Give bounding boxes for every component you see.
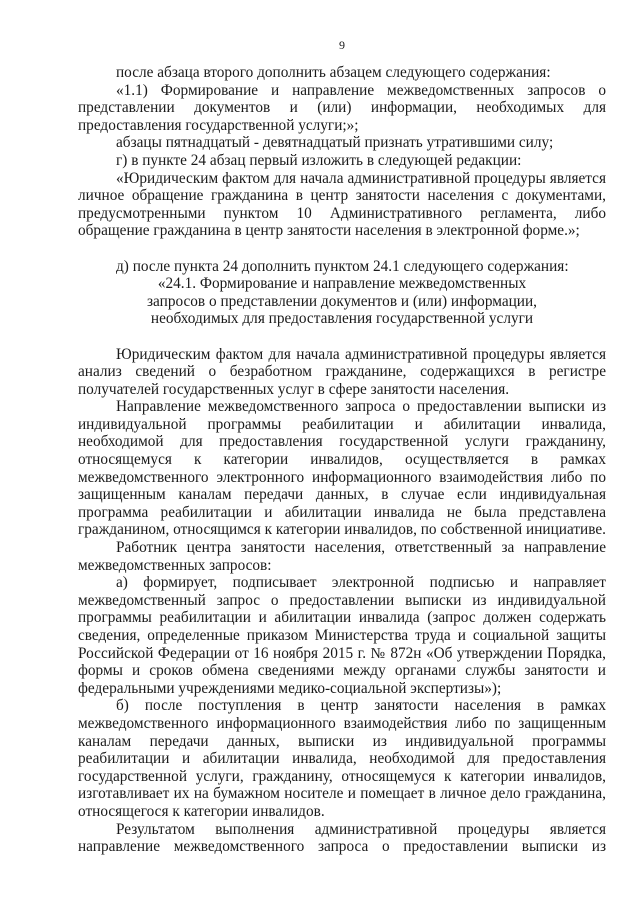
paragraph-abzacy-void: абзацы пятнадцатый - девятнадцатый признать утратившими силу; (116, 134, 554, 152)
paragraph-result: Результатом выполнения административной процедуры является направление межведомственного запроса о предоставлении выписки из (78, 820, 606, 856)
paragraph-item-a: а) формирует, подписывает электронной подписью и направляет межведомственный запрос о предоставлении выписки из индивидуальной программы реабилитации и абилитации инвалида (запрос должен содержать сведения, определенные приказом Министерства труда и социальной защиты Российской Федерации от 16 ноября 2015 г. № 872н «Об утверждении Порядка, формы и сроков обмена сведениями между органами службы занятости и федеральными учреждениями медико-социальной экспертизы»); (78, 574, 606, 697)
section-heading-line-1: «24.1. Формирование и направление межведомственных (157, 275, 527, 293)
paragraph-d-punkt-24-1: д) после пункта 24 дополнить пунктом 24.1 следующего содержания: (116, 257, 569, 275)
paragraph-request-direction: Направление межведомственного запроса о предоставлении выписки из индивидуальной программы реабилитации и абилитации инвалида, необходимой для предоставления государственной услуги гражданину, относящемуся к категории инвалидов, осуществляется в рамках межведомственного электронного информационного взаимодействия либо по защищенным каналам передачи данных, в случае если индивидуальная программа реабилитации и абилитации инвалида не была представлена гражданином, относящимся к категории инвалидов, по собственной инициативе. (78, 398, 606, 539)
page-number: 9 (339, 38, 345, 52)
section-heading-line-2: запросов о представлении документов и (или) информации, (147, 292, 537, 310)
document-body (78, 64, 606, 856)
spacer (78, 240, 606, 258)
paragraph-item-1-1: «1.1) Формирование и направление межведомственных запросов о представлении документов и (или) информации, необходимых для предоставления государственной услуги;»; (78, 81, 606, 134)
paragraph-after-abzac: после абзаца второго дополнить абзацем следующего содержания: (116, 64, 551, 81)
paragraph-g-punkt-24: г) в пункте 24 абзац первый изложить в следующей редакции: (116, 151, 522, 169)
spacer (78, 328, 606, 346)
paragraph-employee: Работник центра занятости населения, ответственный за направление межведомственных запросов: (78, 539, 606, 574)
paragraph-item-b: б) после поступления в центр занятости населения в рамках межведомственного информационного взаимодействия либо по защищенным каналам передачи данных, выписки из индивидуальной программы реабилитации и абилитации инвалида, необходимой для предоставления государственной услуги, гражданину, относящемуся к категории инвалидов, изготавливает их на бумажном носителе и помещает в личное дело гражданина, относящегося к категории инвалидов. (78, 697, 606, 820)
paragraph-legal-fact-quote: «Юридическим фактом для начала административной процедуры является личное обращение гражданина в центр занятости населения с документами, предусмотренными пунктом 10 Административного регламента, либо обращение гражданина в центр занятости населения в электронной форме.»; (78, 169, 606, 240)
paragraph-legal-fact: Юридическим фактом для начала административной процедуры является анализ сведений о безработном гражданине, содержащихся в регистре получателей государственных услуг в сфере занятости населения. (78, 345, 606, 398)
section-heading-line-3: необходимых для предоставления государственной услуги (150, 310, 534, 328)
